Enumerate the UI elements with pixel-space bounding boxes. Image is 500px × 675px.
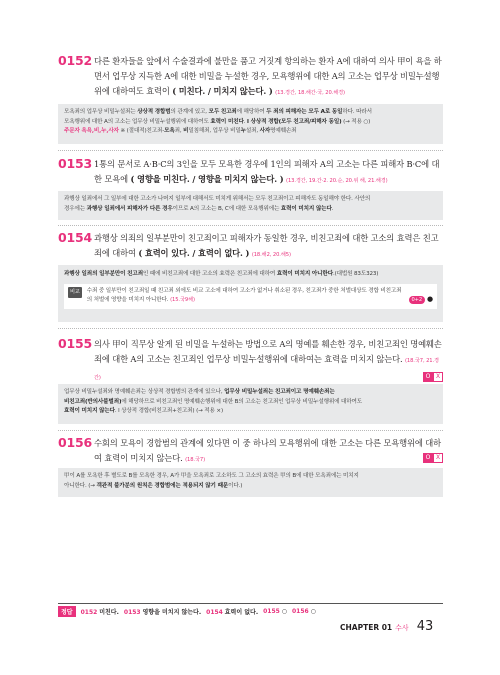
answer-box-0152: 모욕죄의 업무상 비밀누설죄는 상상적 경합범의 관계에 있고, 모두 친고죄에 해당하여 두 죄의 피해자는 모두 A로 동일하다. 따라서 모욕행위에 대한 A의 고소는 업무상 비밀누설행위에 대하여도 효력이 미친다. l 상상적 경합(모두 친고죄/피해자 동일) (→ 적용 ○) 주문자 욕욕,비,누,사자 ※ (절대적)친고죄-모욕죄, 비밀침해죄, 업무상 비밀누설죄, 사자명예훼손죄: [58, 104, 443, 144]
divider: [58, 225, 443, 226]
choice-bracket[interactable]: ( 미친다. / 미치지 않는다. ): [172, 86, 273, 97]
source-ref: (13.경간, 18.해간·국, 20.해경): [275, 90, 345, 97]
x-option[interactable]: X: [433, 372, 443, 382]
comparison-box: 비교 수죄 중 일부만이 친고죄일 때 친고죄 외에도 비교 고소에 대하여 고소가 없거나 취소된 경우, 친고죄가 중한 처벌대상도 경합 비친고죄의 처벌에 영향을 미치지 아니한다. (15.국9해) 0+2 ●: [64, 284, 437, 309]
o-option[interactable]: O: [423, 453, 433, 463]
question-number: 0155: [58, 336, 92, 351]
answer-box-0154: 과행상 일죄의 일부분만이 친고죄인 때에 비친고죄에 대한 고소의 효력은 친고죄에 대하여 효력이 미치지 아니한다.(대법원 83도323) 비교 수죄 중 일부만이 친고죄일 때 친고죄 외에도 비교 고소에 대하여 고소가 없거나 취소된 경우, 친고죄가 중한 처벌대상도 경합 비친고죄의 처벌에 영향을 미치지 아니한다. (15.국9해) 0+2 ●: [58, 265, 443, 322]
ox-toggle[interactable]: [423, 453, 443, 463]
x-option[interactable]: X: [433, 453, 443, 463]
source-ref: (13.경간, 19.간·2. 20.순, 20.위 해, 21.해경): [286, 178, 388, 185]
question-text: 1통의 문서로 A·B·C의 3인을 모두 모욕한 경우에 1인의 피해자 A의 고소는 다른 피해자 B·C에 대한 모욕에 ( 영향을 미친다. / 영향을 미치지 않는다. ) (13.경간, 19.간·2. 20.순, 20.위 해, 21.해경): [94, 159, 440, 185]
question-0155: [58, 336, 443, 387]
page-number: 43: [416, 619, 434, 634]
circle-icon: ●: [427, 295, 433, 304]
divider: [58, 430, 443, 431]
footer-rule: [58, 603, 443, 604]
source-ref: (18.국7): [185, 457, 206, 464]
question-0153: [58, 156, 443, 189]
question-text: 과행상 의죄의 일부분만이 친고죄이고 피해자가 동일한 경우, 비친고죄에 대한 고소의 효력은 친고죄에 대하여 ( 효력이 있다. / 효력이 없다. ) (18.해2, 20.해5): [94, 233, 439, 259]
compare-tag: 비교: [68, 287, 82, 299]
choice-bracket[interactable]: ( 영향을 미친다. / 영향을 미치지 않는다. ): [130, 174, 284, 185]
answer-box-0153: 과행상 일죄에서 그 일부에 대한 고소가 나머지 일부에 대해서도 미치게 위해서는 모두 친고죄이고 피해자도 동일해야 한다. 사안의 경우에는 과행상 일죄에서 피해자가 다른 경우이므로 A의 고소는 B, C에 대한 모욕행위에는 효력이 미치지 않는다.: [58, 191, 443, 220]
answer-key: 정답 0152 미친다. 0153 영향을 미치지 않는다. 0154 효력이 없다. 0155 ○ 0156 ○: [58, 606, 316, 617]
question-number: 0154: [58, 230, 92, 245]
ox-toggle[interactable]: [423, 372, 443, 382]
question-text: 의사 甲이 직무상 알게 된 비밀을 누설하는 방법으로 A의 명예를 훼손한 경우, 비친고죄인 명예훼손죄에 대한 A의 고소는 친고죄인 업무상 비밀누설행위에 대하여는 효력을 미치지 않는다. (18.국7, 21.경간): [94, 339, 442, 382]
question-0154: [58, 230, 443, 263]
answer-key-label: 정답: [58, 606, 76, 617]
answer-box-0155: 업무상 비밀누설죄와 명예훼손죄는 상상적 경합범의 관계에 있으나, 업무상 비밀누설죄는 친고죄이고 명예훼손죄는 비친고죄(반의사불벌죄)에 해당하므로 비친고죄인 명예훼손행위에 대한 B의 고소는 친고죄인 업무상 비밀누설행위에 대하여도 효력이 미치지 않는다. l 상상적 경합(비친고죄+친고죄) (→ 적용 ×): [58, 384, 443, 424]
source-ref: (18.국7, 21.경간): [94, 358, 439, 382]
question-0156: [58, 435, 443, 468]
question-text: 수회의 모욕이 경합범의 관계에 있다면 이 중 하나의 모욕행위에 대한 고소는 다른 모욕행위에 대하여 효력이 미치지 않는다. (18.국7): [94, 438, 441, 464]
question-number: 0152: [58, 53, 92, 68]
divider: [58, 328, 443, 329]
chapter-subtitle: 수사: [395, 624, 409, 632]
question-number: 0153: [58, 156, 92, 171]
choice-bracket[interactable]: ( 효력이 있다. / 효력이 없다. ): [138, 248, 250, 259]
question-number: 0156: [58, 435, 92, 450]
divider: [58, 150, 443, 151]
source-ref: (18.해2, 20.해5): [251, 252, 291, 259]
question-0152: [58, 53, 443, 102]
answer-box-0156: 甲이 A를 모욕한 후 별도로 B를 모욕한 경우, A가 甲을 모욕죄로 고소하도 그 고소의 효력은 甲의 B에 대한 모욕죄에는 미치지 아니한다. (→ 객관적 불가분의 원칙은 경합범에는 적용되지 않기 때문이다.): [58, 468, 443, 497]
question-text: 다른 환자들을 앞에서 수술결과에 불만을 품고 거짓계 항의하는 환자 A에 대하여 의사 甲이 욕을 하면서 업무상 지득한 A에 대한 비밀을 누설한 경우, 모욕행위에 대한 A의 고소는 업무상 비밀누설행위에 대하여도 효력이 ( 미친다. / 미치지 않는다. ) (13.경간, 18.해간·국, 20.해경): [94, 56, 442, 97]
chapter-label: CHAPTER 01: [340, 623, 393, 632]
o-option[interactable]: O: [423, 372, 433, 382]
answer-pill: 0+2: [409, 296, 426, 304]
chapter-footer: [340, 619, 433, 634]
